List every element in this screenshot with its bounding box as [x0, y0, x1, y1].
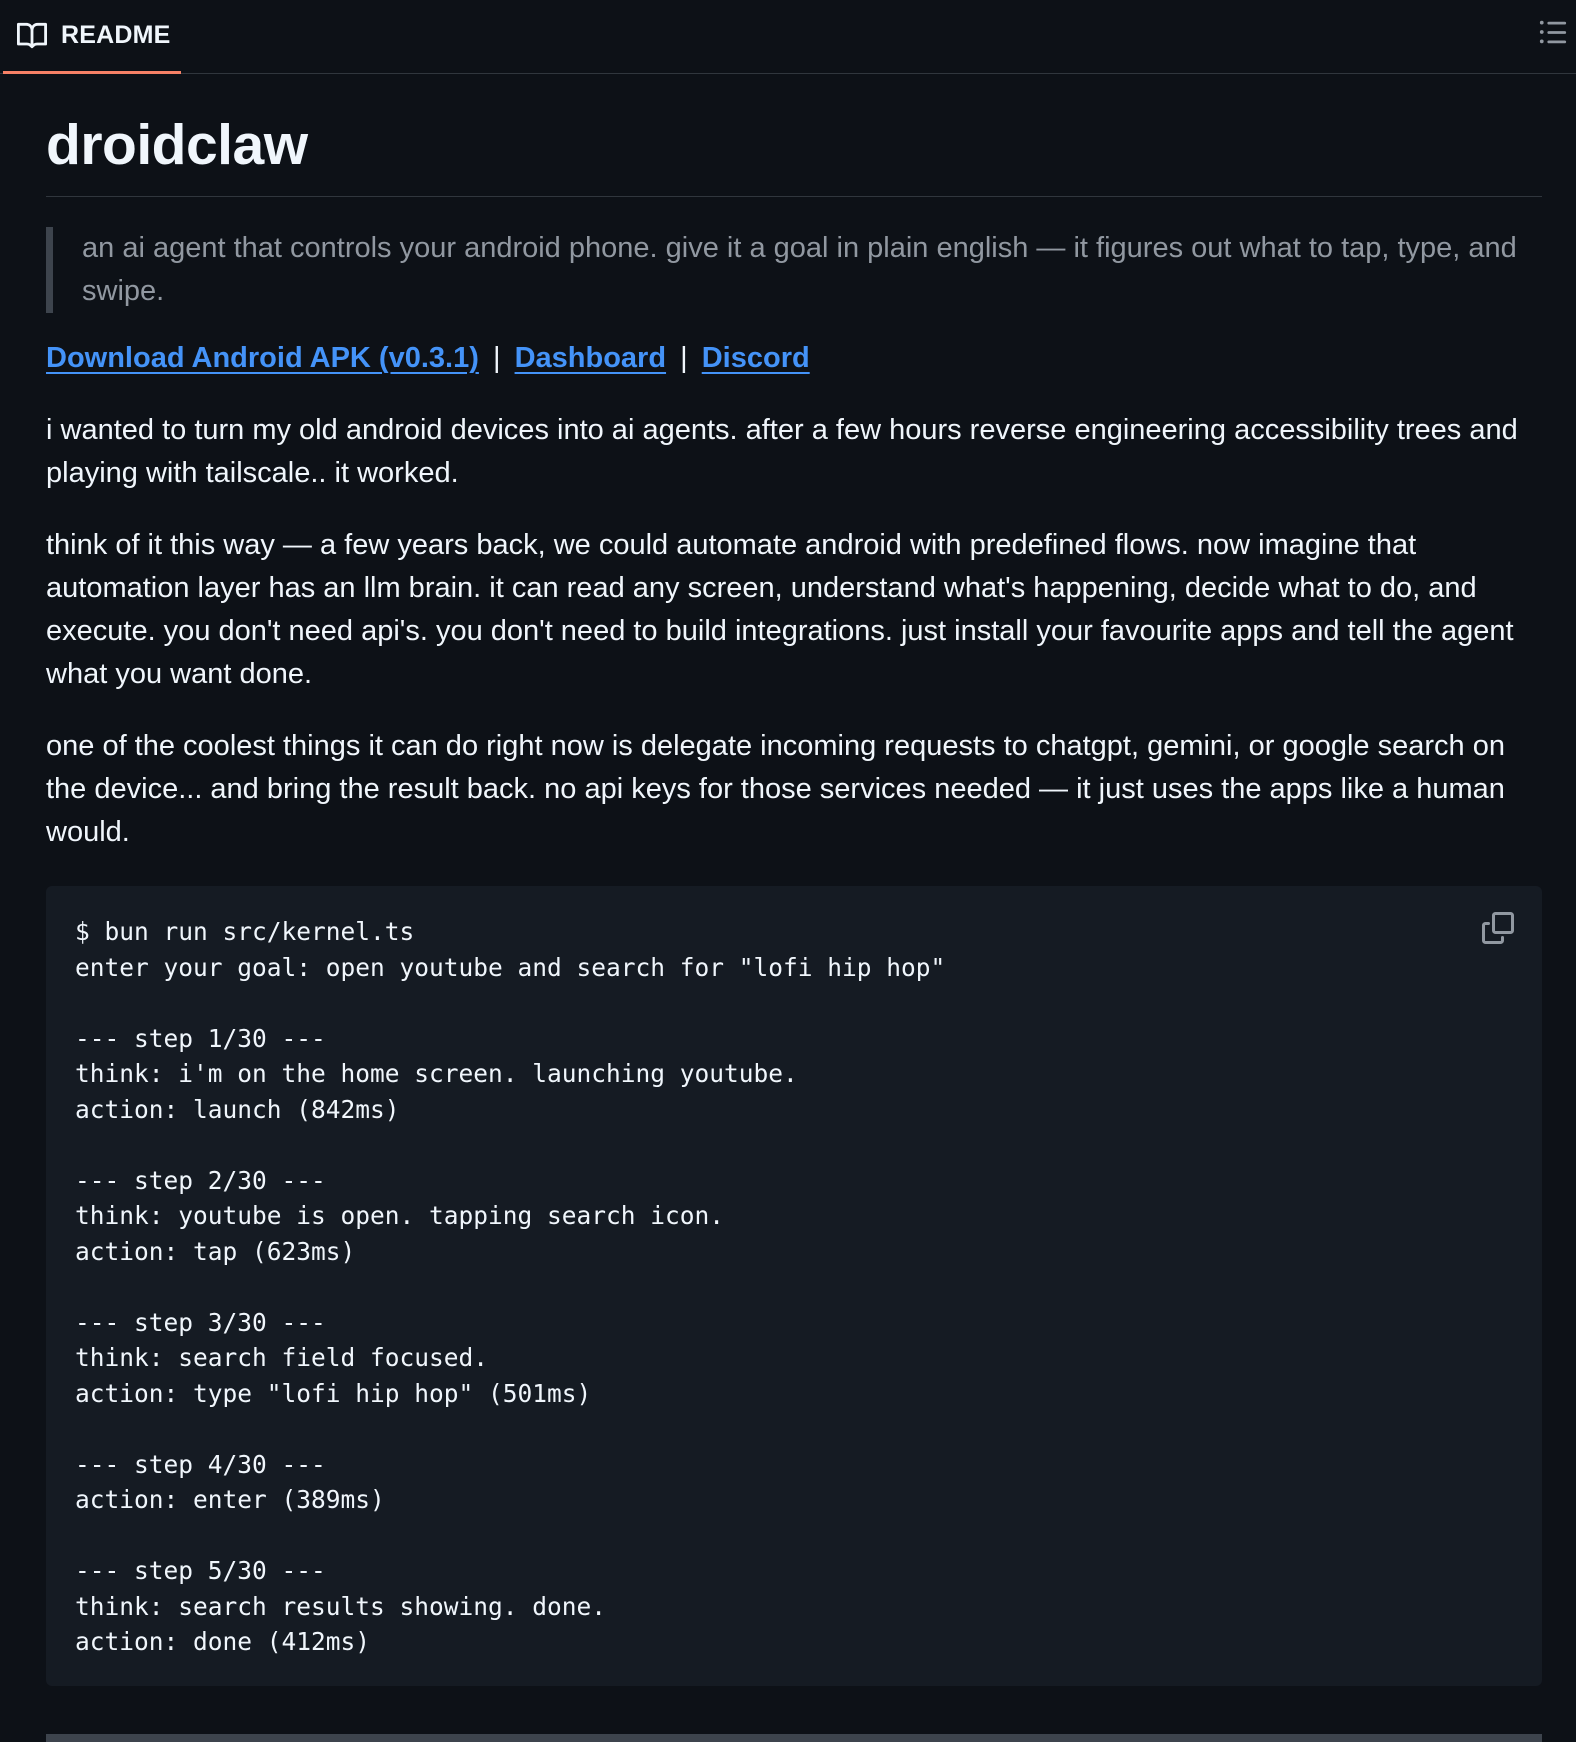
outline-button[interactable]: [1538, 17, 1568, 47]
discord-link[interactable]: Discord: [701, 342, 810, 374]
code-line: action: enter (389ms): [75, 1485, 385, 1514]
intro-blockquote: an ai agent that controls your android phone. give it a goal in plain english — it figures out what to tap, type, and swipe.: [46, 227, 1542, 313]
code-line: $ bun run src/kernel.ts: [75, 917, 415, 946]
copy-button[interactable]: [1480, 910, 1516, 946]
title-divider: [46, 196, 1542, 197]
download-apk-link[interactable]: Download Android APK (v0.3.1): [46, 342, 479, 374]
code-line: --- step 5/30 ---: [75, 1556, 326, 1585]
code-line: action: tap (623ms): [75, 1236, 356, 1266]
next-section-edge: [46, 1734, 1542, 1742]
paragraph: think of it this way — a few years back, we could automate android with predefined flows. now imagine that automation layer has an llm brain. it can read any screen, understand what's happening, decide what to do, and execute. you don't need api's. you don't need to build integrations. just install your favourite apps and tell the agent what you want done.: [46, 529, 1514, 690]
code-line: [75, 1269, 1513, 1305]
code-line: [75, 1411, 1513, 1447]
code-line: action: done (412ms): [75, 1627, 371, 1656]
code-line: --- step 3/30 ---: [75, 1307, 326, 1337]
code-line: [75, 1127, 1513, 1163]
link-separator: |: [492, 342, 501, 374]
readme-header: [0, 0, 1576, 74]
code-line: think: search results showing. done.: [75, 1591, 607, 1621]
paragraph: one of the coolest things it can do right now is delegate incoming requests to chatgpt, gemini, or google search on the device... and bring the result back. no api keys for those services needed — it just uses the apps like a human would.: [46, 730, 1505, 848]
code-line: --- step 2/30 ---: [75, 1165, 326, 1195]
code-line: think: youtube is open. tapping search icon.: [75, 1201, 725, 1230]
paragraph: i wanted to turn my old android devices into ai agents. after a few hours reverse engineering accessibility trees and playing with tailscale.. it worked.: [46, 414, 1518, 489]
link-separator: |: [680, 342, 688, 374]
readme-tab-label: README: [61, 21, 171, 49]
copy-icon: [1482, 912, 1514, 944]
page-title: droidclaw: [46, 113, 308, 177]
code-line: --- step 1/30 ---: [75, 1023, 326, 1053]
links-line: [46, 337, 1542, 380]
code-line: action: launch (842ms): [75, 1094, 400, 1124]
code-block[interactable]: [46, 886, 1542, 1686]
readme-article: [46, 74, 1542, 1686]
code-line: --- step 4/30 ---: [75, 1449, 326, 1479]
code-line: think: i'm on the home screen. launching youtube.: [75, 1059, 798, 1088]
code-line: [75, 1518, 1513, 1554]
dashboard-link[interactable]: Dashboard: [514, 342, 667, 374]
readme-tab[interactable]: [3, 0, 181, 74]
code-line: [75, 985, 1513, 1021]
list-unordered-icon: [1538, 17, 1568, 47]
code-line: think: search field focused.: [75, 1343, 489, 1372]
code-line: enter your goal: open youtube and search for "lofi hip hop": [75, 952, 946, 982]
book-icon: [17, 21, 47, 51]
code-line: action: type "lofi hip hop" (501ms): [75, 1378, 592, 1408]
